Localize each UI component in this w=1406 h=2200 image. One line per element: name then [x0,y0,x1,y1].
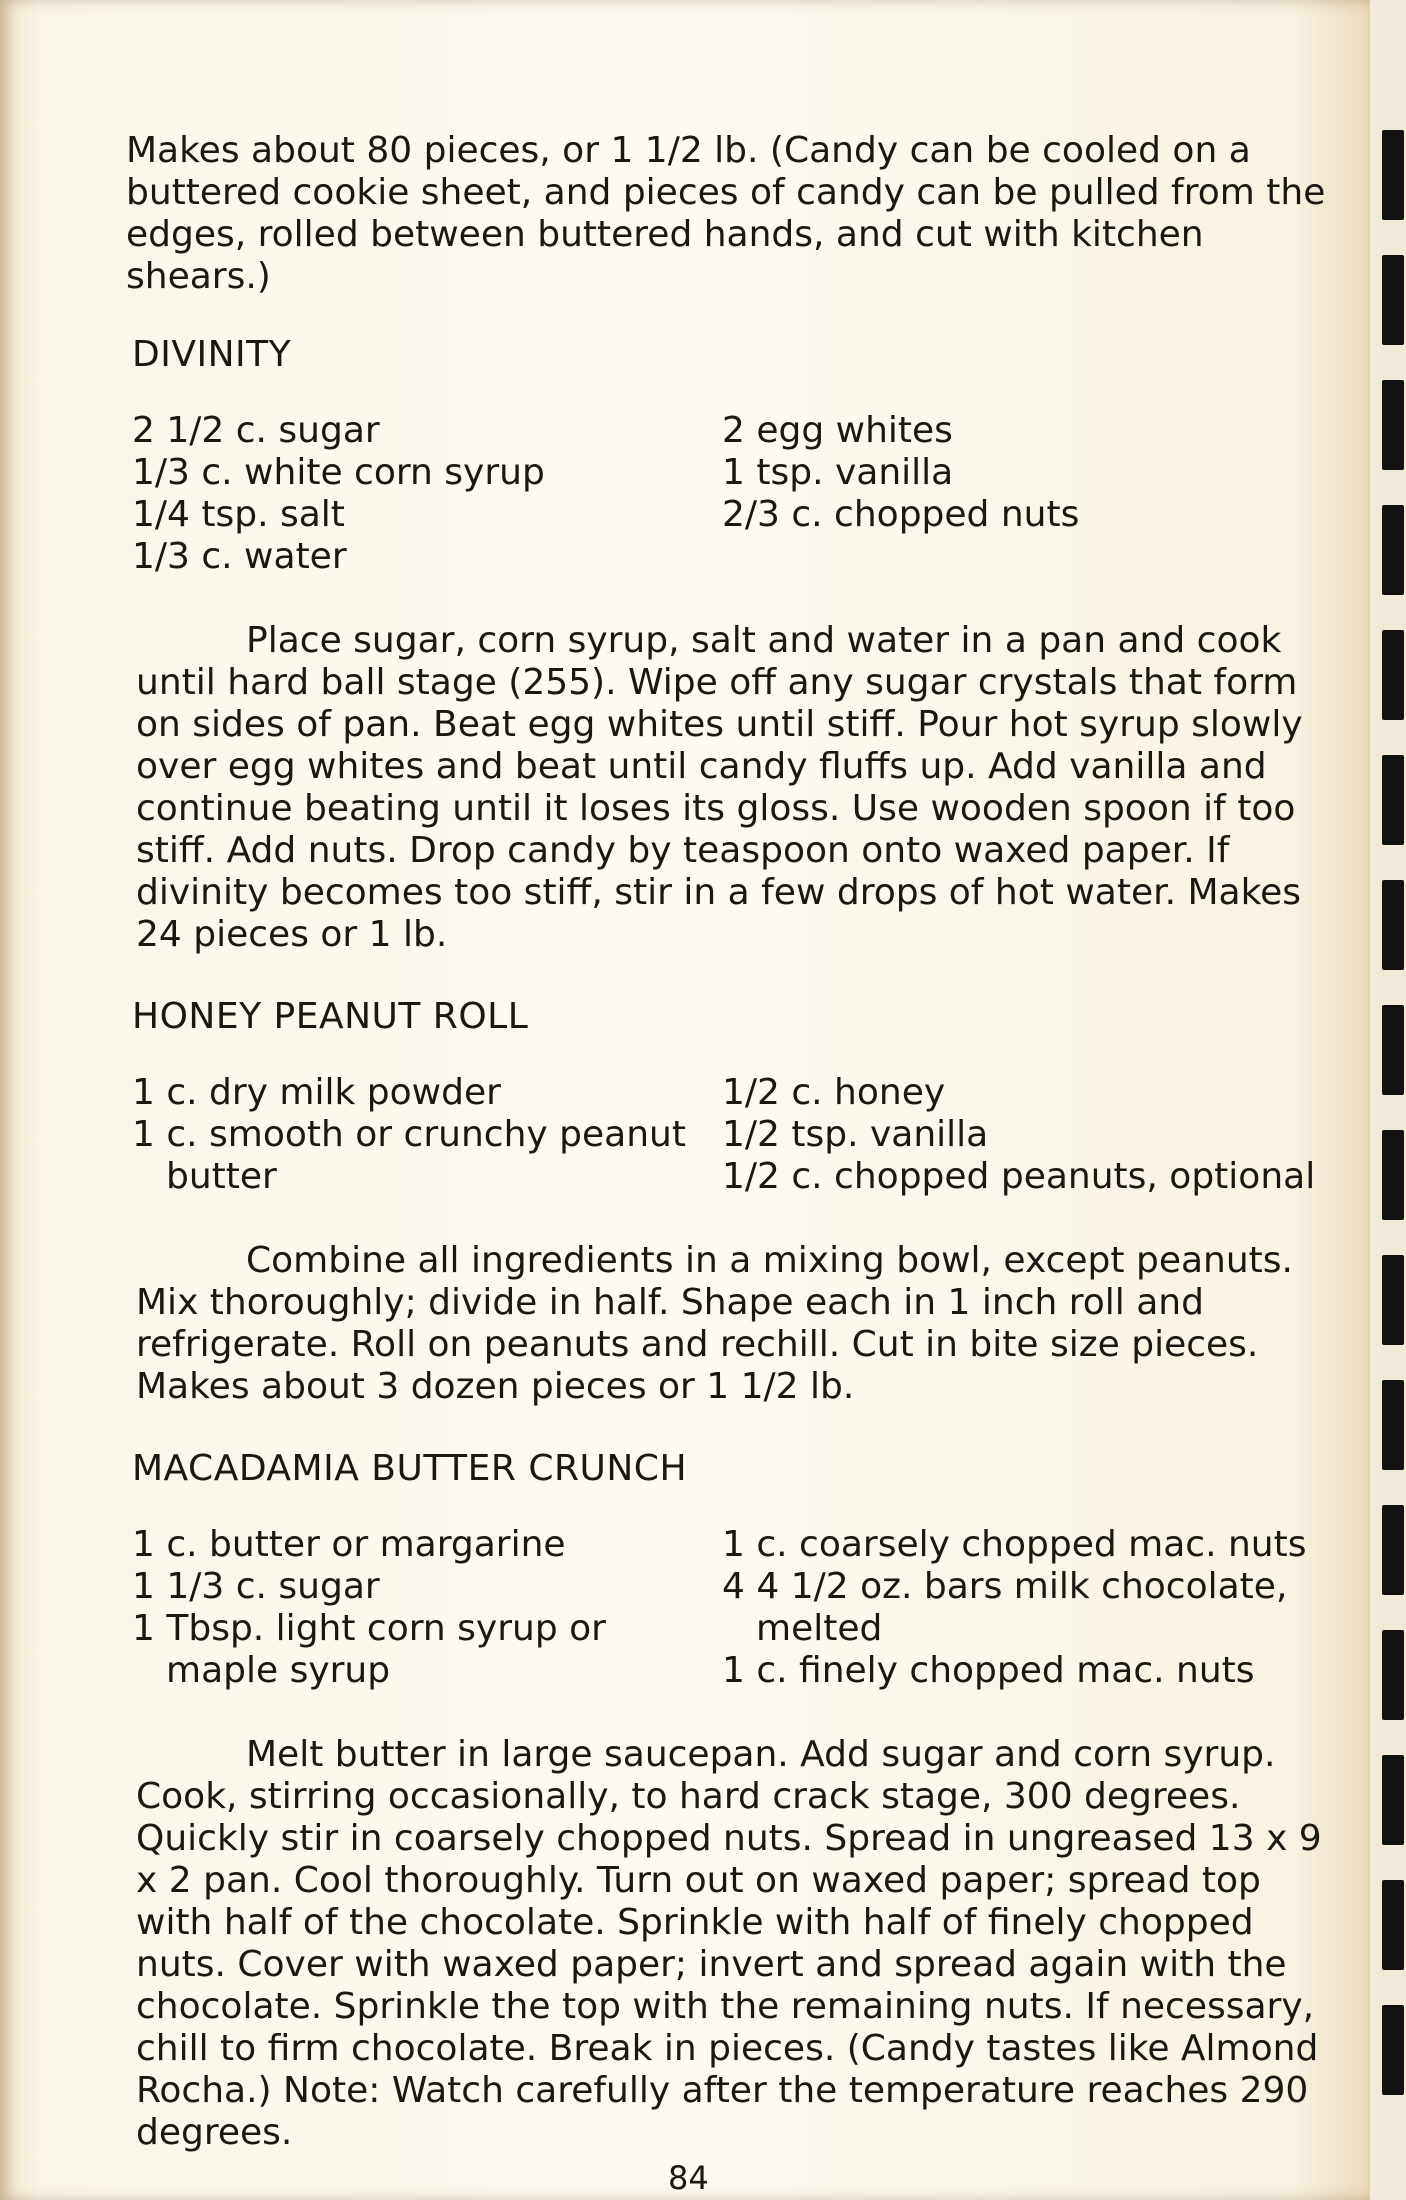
binding-slot [1382,2005,1404,2095]
ingredient: 4 4 1/2 oz. bars milk chocolate, [722,1566,1288,1607]
ingredient: 1/4 tsp. salt [132,494,345,535]
recipe-title: MACADAMIA BUTTER CRUNCH [132,1448,688,1489]
ingredient: 1 c. smooth or crunchy peanut [132,1114,686,1155]
binding-slot [1382,1630,1404,1720]
ingredient: 1 1/3 c. sugar [132,1566,380,1607]
binding-slot [1382,380,1404,470]
recipe-method: Melt butter in large saucepan. Add sugar and corn syrup. Cook, stirring occasionally, to hard crack stage, 300 degrees. Quickly stir in coarsely chopped nuts. Spread in ungreased 13 x 9 x 2 pan. Cool thoroughly. Turn out on waxed paper; spread top with half of the chocolate. Sprinkle with half of finely chopped nuts. Cover with waxed paper; invert and spread again with the chocolate. Sprinkle the top with the remaining nuts. If necessary, chill to firm chocolate. Break in pieces. (Candy tastes like Almond Rocha.) Note: Watch carefully after the temperature reaches 290 degrees. [136,1734,1322,2153]
binding-slot [1382,505,1404,595]
ingredient: 1/2 c. honey [722,1072,946,1113]
binding-slot [1382,755,1404,845]
binding-slot [1382,630,1404,720]
ingredient-continuation: melted [756,1608,883,1649]
ingredient-list [126,410,1346,578]
binding-slot [1382,1880,1404,1970]
ingredient: 1 c. finely chopped mac. nuts [722,1650,1255,1691]
ingredient: 1 Tbsp. light corn syrup or [132,1608,606,1649]
binding-slot [1382,1505,1404,1595]
ingredient: 1/2 c. chopped peanuts, optional [722,1156,1316,1197]
ingredient: 1/2 tsp. vanilla [722,1114,989,1155]
ingredient-column-right [722,410,1322,578]
page-content [126,130,1346,2197]
spiral-binding [1370,0,1406,2200]
binding-slot [1382,880,1404,970]
ingredient-list [126,1072,1346,1198]
recipe-method: Combine all ingredients in a mixing bowl, except peanuts. Mix thoroughly; divide in half. Shape each in 1 inch roll and refrigerate. Roll on peanuts and rechill. Cut in bite size pieces. Makes about 3 dozen pieces or 1 1/2 lb. [136,1240,1293,1407]
ingredient: 1 tsp. vanilla [722,452,954,493]
recipe-method: Place sugar, corn syrup, salt and water in a pan and cook until hard ball stage (255). Wipe off any sugar crystals that form on sides of pan. Beat egg whites until stiff. Pour hot syrup slowly over egg whites and beat until candy fluffs up. Add vanilla and continue beating until it loses its gloss. Use wooden spoon if too stiff. Add nuts. Drop candy by teaspoon onto waxed paper. If divinity becomes too stiff, stir in a few drops of hot water. Makes 24 pieces or 1 lb. [136,620,1303,955]
ingredient: 1 c. butter or margarine [132,1524,566,1565]
binding-slot [1382,1005,1404,1095]
ingredient-continuation: maple syrup [166,1650,391,1691]
ingredient: 1 c. dry milk powder [132,1072,501,1113]
ingredient: 2 egg whites [722,410,953,451]
recipe-macadamia-butter-crunch [126,1448,1346,2154]
binding-slot [1382,1130,1404,1220]
recipe-title: DIVINITY [132,334,292,375]
recipe-honey-peanut-roll [126,996,1346,1408]
recipe-title: HONEY PEANUT ROLL [132,996,529,1037]
intro-paragraph: Makes about 80 pieces, or 1 1/2 lb. (Candy can be cooled on a buttered cookie sheet, and pieces of candy can be pulled from the edges, rolled between buttered hands, and cut with kitchen shears.) [126,130,1326,297]
ingredient-column-left [132,1072,722,1198]
binding-slot [1382,255,1404,345]
binding-slot [1382,130,1404,220]
ingredient-column-right [722,1524,1322,1692]
page-number: 84 [668,2159,709,2197]
ingredient-list [126,1524,1346,1692]
ingredient-column-right [722,1072,1322,1198]
ingredient-column-left [132,410,722,578]
ingredient-continuation: butter [166,1156,277,1197]
binding-slot [1382,1755,1404,1845]
binding-slot [1382,1380,1404,1470]
ingredient: 2 1/2 c. sugar [132,410,380,451]
binding-slot [1382,1255,1404,1345]
ingredient: 2/3 c. chopped nuts [722,494,1080,535]
ingredient-column-left [132,1524,722,1692]
ingredient: 1/3 c. white corn syrup [132,452,545,493]
ingredient: 1 c. coarsely chopped mac. nuts [722,1524,1307,1565]
ingredient: 1/3 c. water [132,536,347,577]
recipe-divinity [126,334,1346,956]
